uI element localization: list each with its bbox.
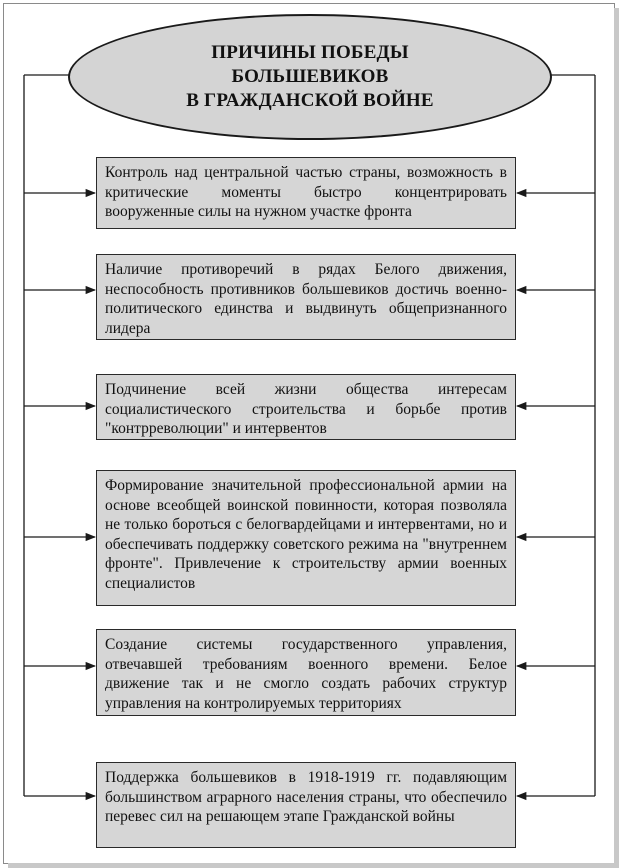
title-line-2: БОЛЬШЕВИКОВ	[231, 66, 389, 87]
reason-box-1: Контроль над центральной частью страны, возможность в критические моменты быстро концентрировать вооруженные силы на нужном участке фронта	[96, 157, 516, 229]
reason-box-4: Формирование значительной профессиональной армии на основе всеобщей воинской повинности, которая позволяла не только бороться с белогвардейцами и интервентами, но и обеспечивать поддержку советского режима на "внутреннем фронте". Привлечение к строительству армии военных специалистов	[96, 470, 516, 606]
reason-box-2: Наличие противоречий в рядах Белого движения, неспособность противников большевиков достичь военно-политического единства и выдвинуть общепризнанного лидера	[96, 254, 516, 340]
reason-box-5: Создание системы государственного управления, отвечавшей требованиям военного времени. Белое движение так и не смогло создать рабочих структур управления на контролируемых территориях	[96, 629, 516, 716]
title-line-3: В ГРАЖДАНСКОЙ ВОЙНЕ	[186, 90, 434, 111]
reason-box-6: Поддержка большевиков в 1918-1919 гг. подавляющим большинством аграрного населения страны, что обеспечило перевес сил на решающем этапе Гражданской войны	[96, 762, 516, 848]
title-ellipse	[68, 14, 552, 140]
reason-box-3: Подчинение всей жизни общества интересам социалистического строительства и борьбе против "контрреволюции" и интервентов	[96, 374, 516, 440]
diagram-title	[186, 41, 434, 113]
title-line-1: ПРИЧИНЫ ПОБЕДЫ	[211, 42, 409, 63]
